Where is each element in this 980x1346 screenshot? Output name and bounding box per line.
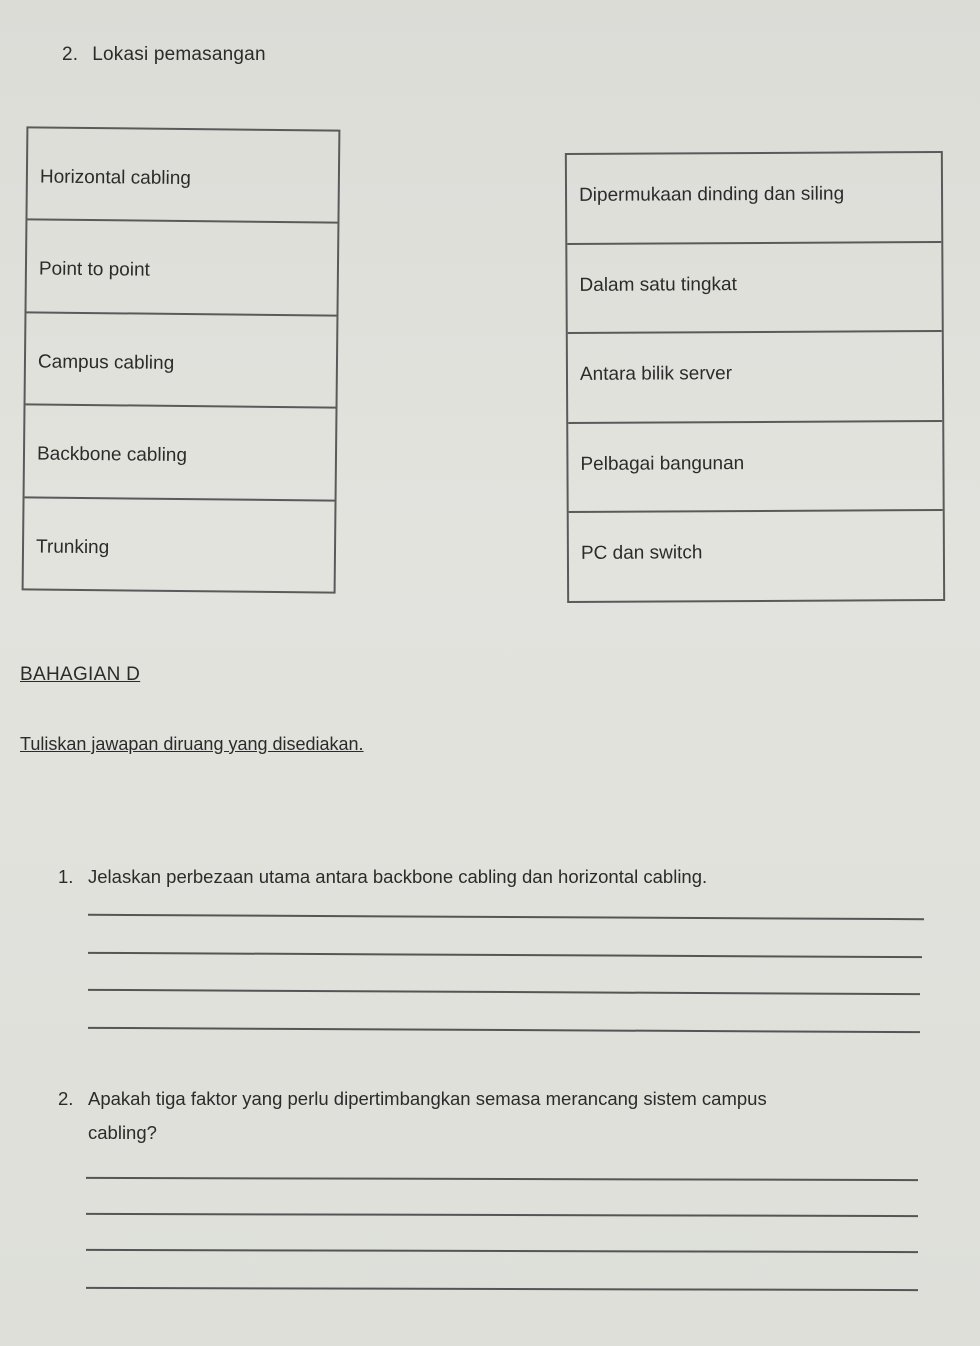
left-cell bbox=[27, 128, 338, 224]
right-cell bbox=[567, 243, 941, 335]
question-2 bbox=[58, 1082, 918, 1150]
right-cell bbox=[568, 422, 942, 514]
right-cell bbox=[568, 332, 942, 424]
question-text-continuation: cabling? bbox=[88, 1122, 157, 1143]
left-cell bbox=[25, 406, 336, 502]
section-title: BAHAGIAN D bbox=[20, 664, 141, 685]
right-cell-label: Pelbagai bangunan bbox=[580, 452, 745, 475]
right-cell-label: Dipermukaan dinding dan siling bbox=[578, 183, 845, 206]
right-cell-label: Dalam satu tingkat bbox=[579, 273, 737, 296]
item-number: 2. bbox=[62, 44, 79, 65]
question-number: 1. bbox=[58, 866, 74, 887]
left-cell bbox=[24, 498, 335, 594]
answer-line[interactable] bbox=[86, 1213, 918, 1217]
left-cell-label: Point to point bbox=[38, 258, 150, 282]
left-cell-label: Campus cabling bbox=[37, 351, 175, 374]
answer-line[interactable] bbox=[88, 989, 920, 995]
left-cell-label: Horizontal cabling bbox=[39, 166, 192, 190]
instruction-text: Tuliskan jawapan diruang yang disediakan. bbox=[20, 734, 364, 754]
right-cell bbox=[569, 511, 943, 603]
question-number: 2. bbox=[58, 1088, 74, 1109]
item-heading bbox=[62, 44, 266, 66]
answer-line[interactable] bbox=[88, 952, 922, 958]
left-cell bbox=[26, 221, 337, 317]
left-cell-label: Backbone cabling bbox=[36, 443, 188, 467]
answer-line[interactable] bbox=[86, 1249, 918, 1253]
answer-line[interactable] bbox=[88, 1027, 920, 1033]
item-title: Lokasi pemasangan bbox=[92, 44, 266, 65]
right-cell-label: PC dan switch bbox=[580, 542, 703, 565]
answer-line[interactable] bbox=[86, 1287, 918, 1291]
question-text: Jelaskan perbezaan utama antara backbone cabling dan horizontal cabling. bbox=[88, 866, 708, 887]
left-cell-label: Trunking bbox=[35, 536, 110, 558]
right-matching-column bbox=[565, 151, 945, 603]
left-cell bbox=[26, 313, 337, 409]
question-text: Apakah tiga faktor yang perlu dipertimbangkan semasa merancang sistem campus bbox=[88, 1088, 767, 1109]
question-1 bbox=[58, 860, 938, 894]
answer-line[interactable] bbox=[88, 914, 924, 920]
left-matching-column bbox=[22, 126, 341, 593]
answer-line[interactable] bbox=[86, 1177, 918, 1181]
right-cell bbox=[567, 153, 941, 245]
right-cell-label: Antara bilik server bbox=[579, 363, 733, 386]
